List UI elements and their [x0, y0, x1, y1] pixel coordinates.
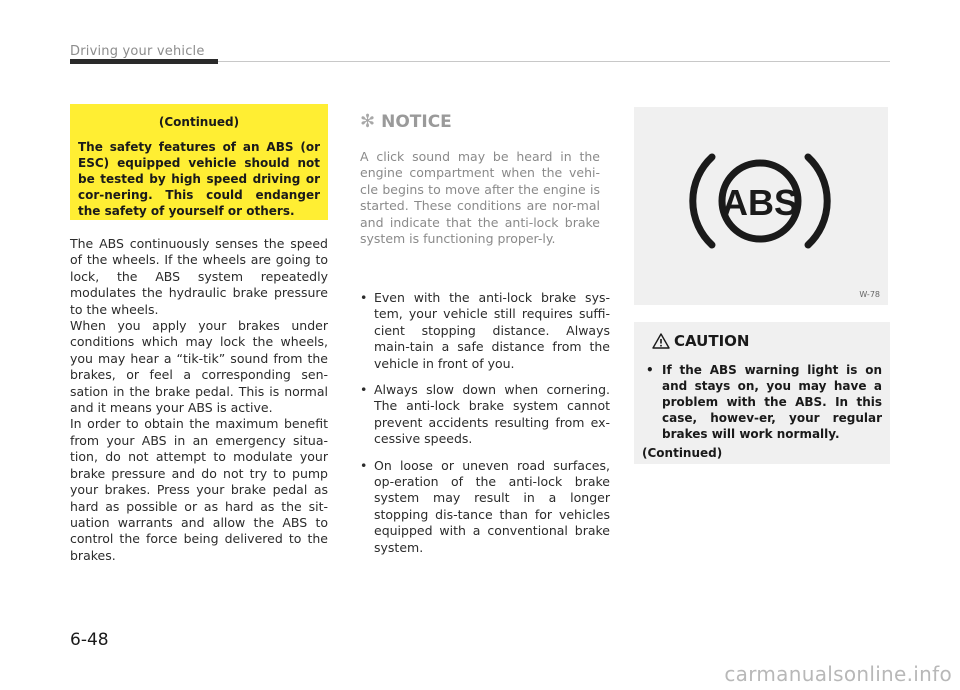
bullet-marker: • [646, 363, 654, 377]
caution-box [634, 322, 890, 464]
caution-heading [652, 332, 882, 350]
warning-triangle-icon [652, 333, 670, 349]
main-text [70, 236, 328, 564]
warning-box-body: The safety features of an ABS (or ESC) equipped vehicle should not be tested by high speed driving or cor-nering. This could endanger the safety of yourself or others. [78, 140, 320, 218]
abs-warning-light-icon [634, 107, 888, 305]
bullet-marker: • [360, 382, 368, 398]
caution-item [642, 362, 882, 442]
list-item [360, 290, 610, 372]
list-item-text: Even with the anti-lock brake sys-tem, your vehicle still requires suffi-cient stopping distance. Always main-tain a safe distance from the vehicle in front of you. [374, 290, 610, 371]
header-bar [70, 59, 218, 64]
abs-label: ABS [721, 182, 799, 223]
bullet-list [360, 290, 610, 566]
watermark: carmanualsonline.info [724, 662, 952, 686]
snowflake-star-icon: ✻ [360, 111, 376, 132]
notice-text: A click sound may be heard in the engine compartment when the vehi-cle begins to move after the engine is started. These conditions are nor-mal and indicate that the anti-lock brake system is functioning proper-ly. [360, 149, 600, 247]
header-rule [218, 61, 890, 62]
notice-heading [360, 111, 452, 132]
list-item-text: Always slow down when cornering. The anti-lock brake system cannot prevent accidents resulting from ex-cessive speeds. [374, 382, 610, 447]
list-item-text: On loose or uneven road surfaces, op-eration of the anti-lock brake system may result in a longer stopping dis-tance than for vehicles equipped with a conventional brake system. [374, 457, 610, 555]
paragraph: When you apply your brakes under conditions which may lock the wheels, you may hear a “tik-tik” sound from the brakes, or feel a corresponding sen-sation in the brake pedal. This is normal and it means your ABS is active. [70, 318, 328, 416]
list-item [360, 382, 610, 448]
abs-figure [634, 107, 888, 305]
section-title: Driving your vehicle [70, 44, 205, 59]
paragraph: The ABS continuously senses the speed of the wheels. If the wheels are going to lock, the ABS system repeatedly modulates the hydraulic brake pressure to the wheels. [70, 236, 328, 317]
bullet-marker: • [360, 290, 368, 305]
list-item [360, 458, 610, 556]
bullet-marker: • [360, 457, 368, 473]
paragraph: In order to obtain the maximum benefit from your ABS in an emergency situa-tion, do not attempt to modulate your brake pressure and do not try to pump your brakes. Press your brake pedal as hard as possible or as hard as the sit-uation warrants and allow the ABS to control the force being delivered to the brakes. [70, 416, 328, 563]
warning-box [70, 104, 328, 220]
warning-box-title: (Continued) [158, 115, 240, 129]
figure-code: W-78 [859, 290, 880, 299]
caution-continued: (Continued) [642, 446, 723, 460]
caution-title: CAUTION [674, 332, 750, 350]
caution-item-text: If the ABS warning light is on and stays on, you may have a problem with the ABS. In this case, howev-er, your regular brakes will work normally. [662, 363, 882, 441]
page-number: 6-48 [70, 630, 109, 650]
notice-title: NOTICE [381, 111, 452, 132]
